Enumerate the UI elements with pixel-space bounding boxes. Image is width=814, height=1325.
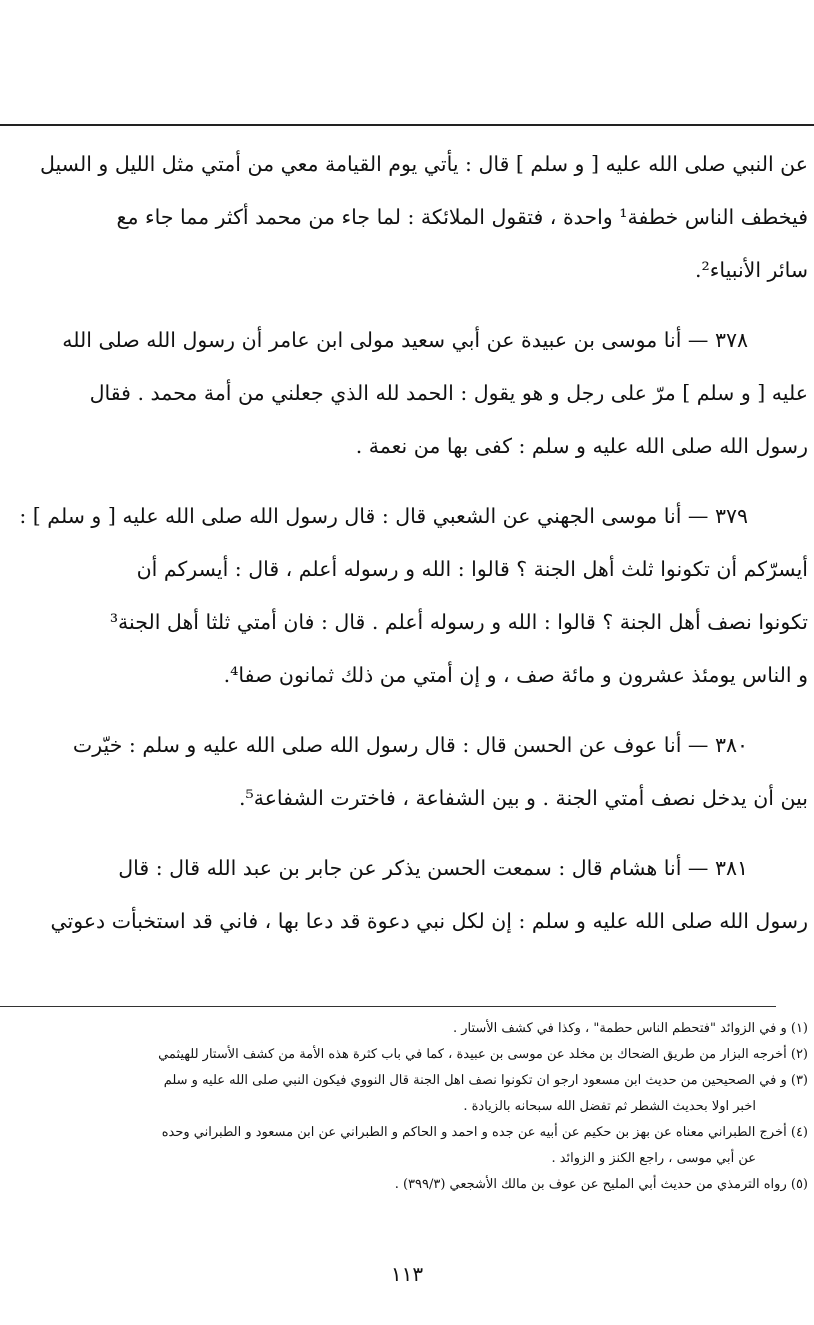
- text-line: عليه [ و سلم ] مرّ على رجل و هو يقول : الحمد لله الذي جعلني من أمة محمد . فقال: [89, 381, 808, 405]
- text-line: و الناس يومئذ عشرون و مائة صف ، و إن أمتي من ذلك ثمانون صفا⁴.: [223, 663, 808, 687]
- text-line: بين أن يدخل نصف أمتي الجنة . و بين الشفاعة ، فاخترت الشفاعة⁵.: [238, 786, 808, 810]
- header-rule: [0, 124, 814, 126]
- footnote-4: (٤) أخرج الطبراني معناه عن بهز بن حكيم عن أبيه عن جده و احمد و الحاكم و الطبراني عن ابن مسعود و الطبراني وحده: [161, 1125, 808, 1140]
- main-text: [0, 138, 808, 948]
- text-line: أيسرّكم أن تكونوا ثلث أهل الجنة ؟ قالوا : الله و رسوله أعلم ، قال : أيسركم أن: [136, 557, 808, 581]
- hadith-378-start: ٣٧٨ — أنا موسى بن عبيدة عن أبي سعيد مولى ابن عامر أن رسول الله صلى الله: [62, 328, 748, 352]
- footnote-3-continued: اخبر اولا بحديث الشطر ثم تفضل الله سبحانه بالزيادة .: [463, 1099, 756, 1114]
- text-line: تكونوا نصف أهل الجنة ؟ قالوا : الله و رسوله أعلم . قال : فان أمتي ثلثا أهل الجنة³: [109, 610, 808, 634]
- footnote-2: (٢) أخرجه البزار من طريق الضحاك بن مخلد عن موسى بن عبيدة ، كما في باب كثرة هذه الأمة من كشف الأستار للهيثمي: [158, 1047, 808, 1062]
- text-line: فيخطف الناس خطفة¹ واحدة ، فتقول الملائكة : لما جاء من محمد أكثر مما جاء مع: [116, 205, 808, 229]
- footnote-1: (١) و في الزوائد "فتحطم الناس حطمة" ، وكذا في كشف الأستار .: [452, 1021, 808, 1036]
- hadith-381-start: ٣٨١ — أنا هشام قال : سمعت الحسن يذكر عن جابر بن عبد الله قال : قال: [118, 856, 748, 880]
- hadith-379-start: ٣٧٩ — أنا موسى الجهني عن الشعبي قال : قال رسول الله صلى الله عليه [ و سلم ] :: [19, 504, 748, 528]
- footnote-4-continued: عن أبي موسى ، راجع الكنز و الزوائد .: [551, 1151, 756, 1166]
- page-number: ١١٣: [390, 1262, 424, 1286]
- text-line: رسول الله صلى الله عليه و سلم : كفى بها من نعمة .: [355, 434, 808, 458]
- text-line: رسول الله صلى الله عليه و سلم : إن لكل نبي دعوة قد دعا بها ، فاني قد استخبأت دعوتي: [50, 909, 808, 933]
- text-line: عن النبي صلى الله عليه [ و سلم ] قال : يأتي يوم القيامة معي من أمتي مثل الليل و السيل: [39, 152, 808, 176]
- footnote-3: (٣) و في الصحيحين من حديث ابن مسعود ارجو ان تكونوا نصف اهل الجنة قال النووي فيكون النبي صلى الله عليه و سلم: [163, 1073, 808, 1088]
- hadith-380-start: ٣٨٠ — أنا عوف عن الحسن قال : قال رسول الله صلى الله عليه و سلم : خيّرت: [72, 733, 748, 757]
- footnotes: [0, 1016, 808, 1198]
- footnote-5: (٥) رواه الترمذي من حديث أبي المليح عن عوف بن مالك الأشجعي (٣٩٩/٣) .: [394, 1177, 808, 1192]
- text-line: سائر الأنبياء².: [694, 258, 808, 282]
- footnote-rule: [0, 1006, 776, 1007]
